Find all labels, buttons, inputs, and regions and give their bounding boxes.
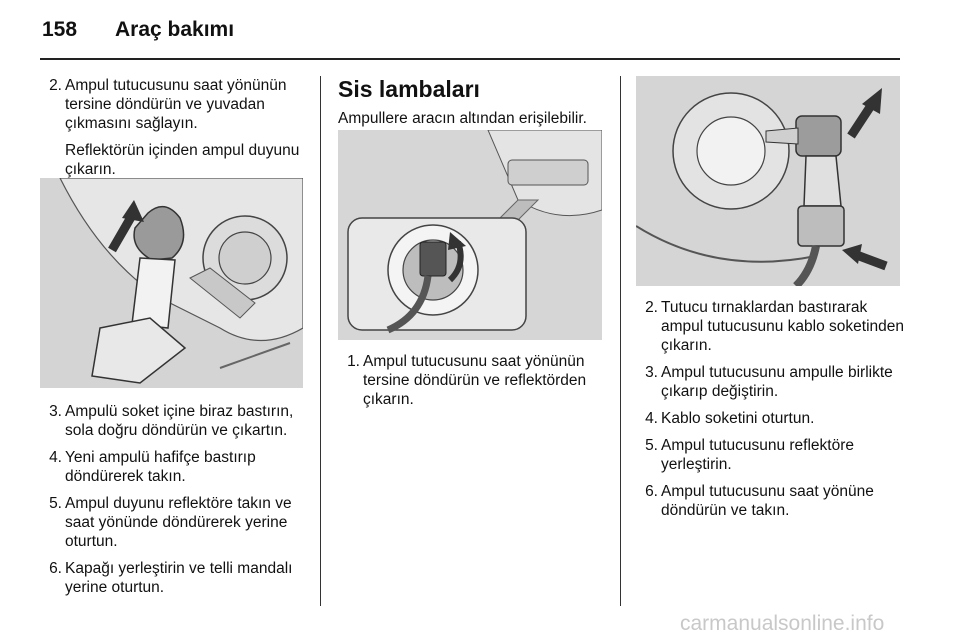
step-text: Kablo soketini oturtun. xyxy=(661,410,815,427)
step-number: 2. xyxy=(49,77,62,94)
step-text: Ampulü soket içine biraz bastırın, sola doğru döndürün ve çıkartın. xyxy=(65,403,294,439)
subsection-heading: Sis lambaları xyxy=(338,76,480,102)
step-number: 4. xyxy=(49,449,62,466)
step-text: Tutucu tırnaklardan bastırarak ampul tutucusunu kablo soketinden çıkarın. xyxy=(661,299,904,354)
step-number: 2. xyxy=(645,299,658,316)
step-note: Reflektörün içinden ampul duyunu çıkarın. xyxy=(65,142,300,178)
list-item xyxy=(636,298,910,355)
bulb-socket-illustration xyxy=(636,76,900,286)
column-divider xyxy=(620,76,621,606)
intro-text: Ampullere aracın altından erişilebilir. xyxy=(338,110,587,127)
middle-column-steps xyxy=(338,352,606,417)
step-text: Ampul tutucusunu saat yönüne döndürün ve takın. xyxy=(661,483,874,519)
left-column xyxy=(40,76,306,187)
section-title: Araç bakımı xyxy=(115,18,235,41)
left-column-steps xyxy=(40,402,306,605)
step-number: 4. xyxy=(645,410,658,427)
page-number: 158 xyxy=(42,18,78,41)
list-item xyxy=(636,436,910,474)
list-item xyxy=(636,363,910,401)
header-rule xyxy=(40,58,900,60)
list-item xyxy=(40,402,306,440)
bulb-socket-drawing xyxy=(636,76,900,286)
page-header xyxy=(0,0,960,58)
fog-lamp-drawing xyxy=(338,130,602,340)
step-number: 3. xyxy=(645,364,658,381)
watermark: carmanualsonline.info xyxy=(680,612,885,635)
step-number: 6. xyxy=(49,560,62,577)
list-item xyxy=(40,494,306,551)
list-item xyxy=(338,352,606,409)
step-number: 3. xyxy=(49,403,62,420)
list-item xyxy=(40,559,306,597)
list-item xyxy=(636,482,910,520)
middle-column xyxy=(338,76,606,136)
column-divider xyxy=(320,76,321,606)
bulb-holder-illustration xyxy=(40,178,303,388)
step-text: Ampul tutucusunu saat yönünün tersine döndürün ve yuvadan çıkmasını sağlayın. xyxy=(65,77,287,132)
right-column-steps xyxy=(636,298,910,528)
list-item xyxy=(40,76,306,133)
step-number: 1. xyxy=(347,353,360,370)
bulb-holder-drawing xyxy=(40,178,303,388)
step-text: Ampul duyunu reflektöre takın ve saat yönünde döndürerek yerine oturtun. xyxy=(65,495,292,550)
step-text: Ampul tutucusunu ampulle birlikte çıkarıp değiştirin. xyxy=(661,364,893,400)
step-text: Yeni ampulü hafifçe bastırıp döndürerek takın. xyxy=(65,449,256,485)
fog-lamp-illustration xyxy=(338,130,602,340)
list-item xyxy=(636,409,910,428)
step-number: 6. xyxy=(645,483,658,500)
step-number: 5. xyxy=(49,495,62,512)
step-number: 5. xyxy=(645,437,658,454)
step-text: Ampul tutucusunu saat yönünün tersine döndürün ve reflektörden çıkarın. xyxy=(363,353,587,408)
step-text: Ampul tutucusunu reflektöre yerleştirin. xyxy=(661,437,854,473)
step-text: Kapağı yerleştirin ve telli mandalı yerine oturtun. xyxy=(65,560,293,596)
list-item xyxy=(40,448,306,486)
